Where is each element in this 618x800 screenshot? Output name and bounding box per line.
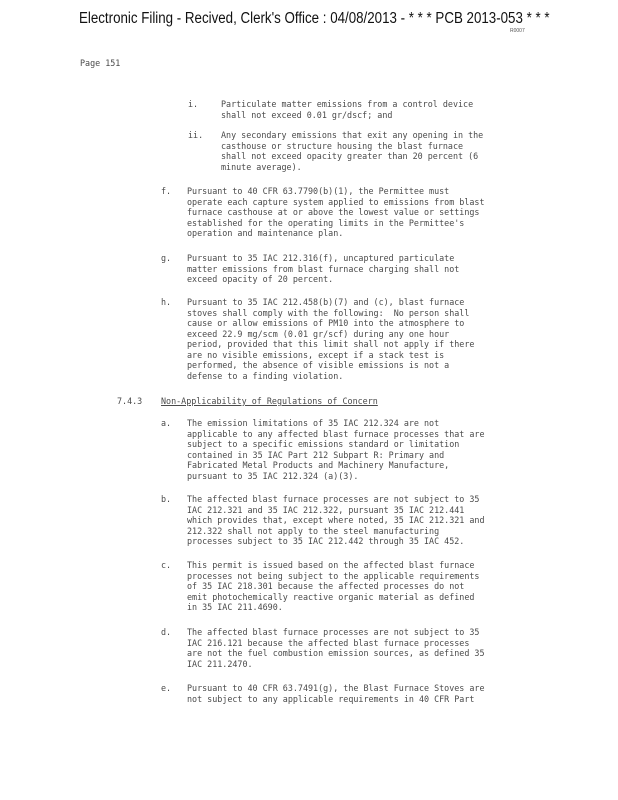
section-item-label: d. — [161, 627, 172, 637]
section-item-text: The affected blast furnace processes are not subject to 35 IAC 212.321 and 35 IAC 212.322, pursuant 35 IAC 212.441 which provides that, except where noted, 35 IAC 212.321 and 212.322 shall not apply to the steel manufacturing processes subject to 35 IAC 212.442 through 35 IAC 452. — [187, 494, 485, 546]
section-item-text: The affected blast furnace processes are not subject to 35 IAC 216.121 because the affected blast furnace processes are not the fuel combustion emission sources, as defined 35 IAC 211.2470. — [187, 627, 485, 669]
section-item-text: This permit is issued based on the affected blast furnace processes not being subject to the applicable requirements of 35 IAC 218.301 because the affected processes do not emit photochemically reactive organic material as defined in 35 IAC 211.4690. — [187, 560, 480, 612]
item-label: h. — [161, 297, 172, 307]
section-item-label: c. — [161, 560, 172, 570]
page-number: Page 151 — [80, 58, 121, 68]
item-text: Pursuant to 35 IAC 212.316(f), uncaptured particulate matter emissions from blast furnace charging shall not exceed opacity of 20 percent. — [187, 253, 460, 284]
section-title: Non-Applicability of Regulations of Concern — [161, 396, 378, 406]
item-label: f. — [161, 186, 172, 196]
item-label: i. — [188, 99, 199, 109]
filing-header: Electronic Filing - Recived, Clerk's Office : 04/08/2013 - * * * PCB 2013-053 * * * — [79, 10, 550, 27]
page-stamp: R0007 — [510, 28, 525, 34]
section-item-text: Pursuant to 40 CFR 63.7491(g), the Blast Furnace Stoves are not subject to any applicable requirements in 40 CFR Part — [187, 683, 485, 704]
item-text: Particulate matter emissions from a control device shall not exceed 0.01 gr/dscf; and — [221, 99, 474, 120]
section-item-label: a. — [161, 418, 172, 428]
section-item-text: The emission limitations of 35 IAC 212.324 are not applicable to any affected blast furnace processes that are subject to a specific emissions standard or limitation contained in 35 IAC Part 212 Subpart R: Primary and Fabricated Metal Products and Machinery Manufacture, pursuant to 35 IAC 212.324 (a)(3). — [187, 418, 485, 481]
section-number: 7.4.3 — [117, 396, 143, 406]
item-label: g. — [161, 253, 172, 263]
item-text: Pursuant to 40 CFR 63.7790(b)(1), the Permittee must operate each capture system applied to emissions from blast furnace casthouse at or above the lowest value or settings established for the operating limits in the Permittee's operation and maintenance plan. — [187, 186, 485, 238]
item-text: Any secondary emissions that exit any opening in the casthouse or structure housing the blast furnace shall not exceed opacity greater than 20 percent (6 minute average). — [221, 130, 484, 172]
section-item-label: b. — [161, 494, 172, 504]
section-item-label: e. — [161, 683, 172, 693]
item-label: ii. — [188, 130, 204, 140]
item-text: Pursuant to 35 IAC 212.458(b)(7) and (c), blast furnace stoves shall comply with the following: No person shall cause or allow emissions of PM10 into the atmosphere to exceed 22.9 mg/scm (0.01 gr/scf) during any one hour period, provided that this limit shall not apply if there are no visible emissions, except if a stack test is performed, the absence of visible emissions is not a defense to a finding violation. — [187, 297, 475, 381]
